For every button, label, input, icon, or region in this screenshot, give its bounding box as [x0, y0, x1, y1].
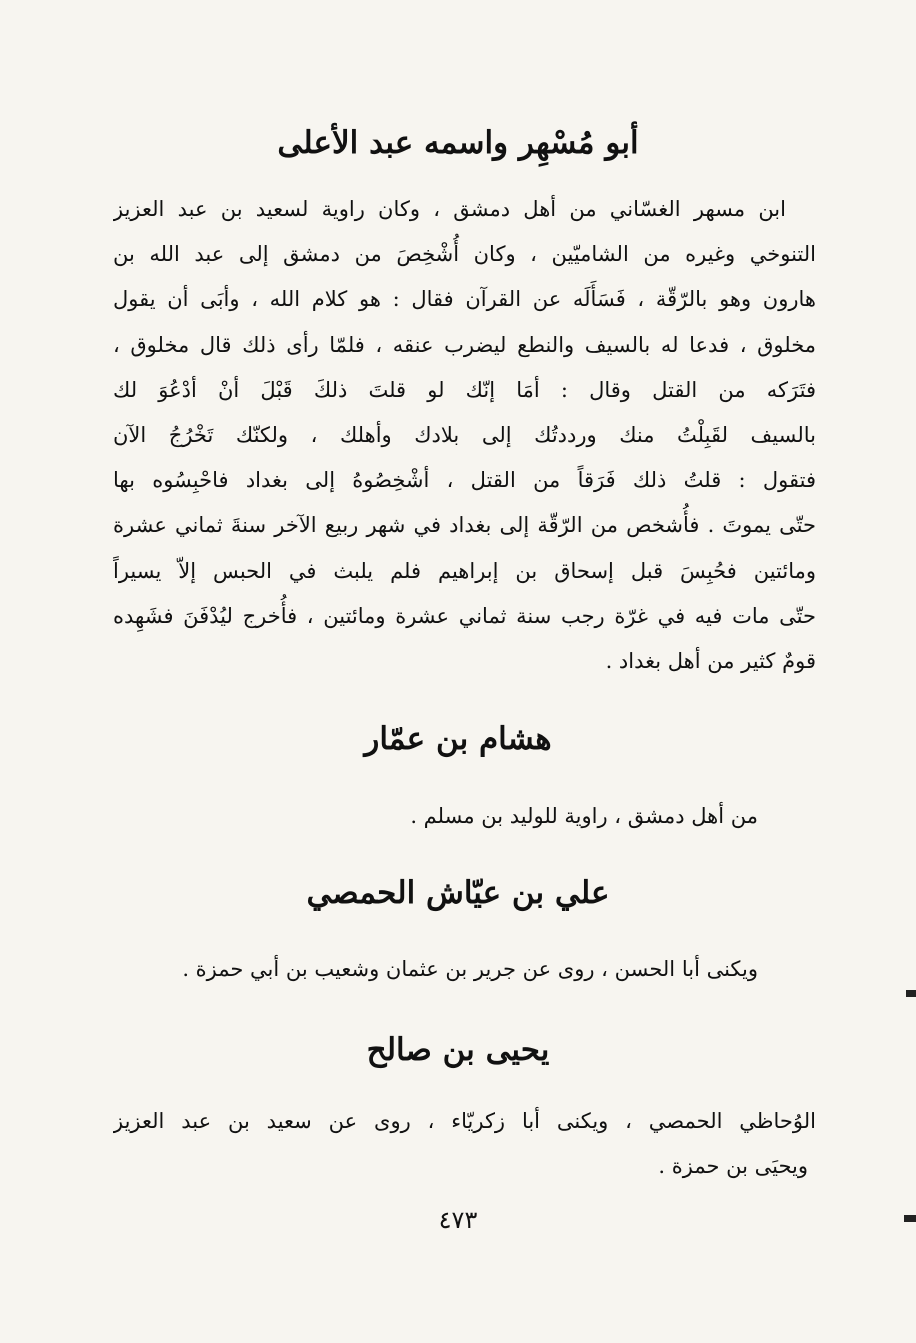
text-line: بالسيف لقَبِلْتُ منك ورددتُك إلى بلادك وأهلك ، ولكنّك تَخْرُجُ الآن	[113, 422, 816, 447]
text-line: الوُحاظي الحمصي ، ويكنى أبا زكريّاء ، روى عن سعيد بن عبد العزيز	[113, 1109, 816, 1133]
section-body-ali	[113, 947, 758, 992]
section-title-yahya: يحيى بن صالح	[366, 1032, 550, 1068]
section-body-abu-mushir	[113, 187, 816, 684]
text-line: فتَرَكه من القتل وقال : أمَا إنّك لو قلتَ ذلكَ قَبْلَ أنْ أدْعُوَ لك	[113, 377, 816, 402]
text-line: من أهل دمشق ، راوية للوليد بن مسلم .	[410, 804, 758, 828]
text-line: حتّى يموتَ . فأُشخص من الرّقّة إلى بغداد في شهر ربيع الآخر سنةَ ثماني عشرة	[113, 513, 816, 538]
text-line: ابن مسهر الغسّاني من أهل دمشق ، وكان راوية لسعيد بن عبد العزيز	[113, 197, 786, 221]
section-body-hisham	[113, 794, 758, 839]
text-line: ويكنى أبا الحسن ، روى عن جرير بن عثمان وشعيب بن أبي حمزة .	[182, 957, 758, 981]
text-line: فتقول : قلتُ ذلك فَرَقاً من القتل ، أشْخِصُوهُ إلى بغداد فاحْبِسُوه بها	[113, 468, 816, 493]
section-body-yahya	[113, 1099, 816, 1189]
section-title-abu-mushir: أبو مُسْهِر واسمه عبد الأعلى	[277, 125, 639, 161]
text-line: هارون وهو بالرّقّة ، فَسَأَلَه عن القرآن فقال : هو كلام الله ، وأبَى أن يقول	[113, 287, 816, 312]
section-title-ali: علي بن عيّاش الحمصي	[306, 875, 610, 911]
text-line: حتّى مات فيه في غرّة رجب سنة ثماني عشرة ومائتين ، فأُخرج ليُدْفَنَ فشَهِده	[113, 603, 816, 628]
text-line: قومٌ كثير من أهل بغداد .	[605, 648, 816, 673]
scan-edge-mark	[904, 1215, 916, 1222]
section-title-hisham: هشام بن عمّار	[364, 721, 552, 757]
text-line: مخلوق ، فدعا له بالسيف والنطع ليضرب عنقه ، فلمّا رأى ذلك قال مخلوق ،	[113, 332, 816, 357]
page-number: ٤٧٣	[438, 1206, 478, 1234]
text-line: ومائتين فحُبِسَ قبل إسحاق بن إبراهيم فلم يلبث في الحبس إلاّ يسيراً	[113, 558, 816, 583]
text-line: التنوخي وغيره من الشاميّين ، وكان أُشْخِصَ من دمشق إلى عبد الله بن	[113, 242, 816, 267]
scan-edge-mark	[906, 990, 916, 997]
text-line: ويحيَى بن حمزة .	[658, 1154, 808, 1179]
